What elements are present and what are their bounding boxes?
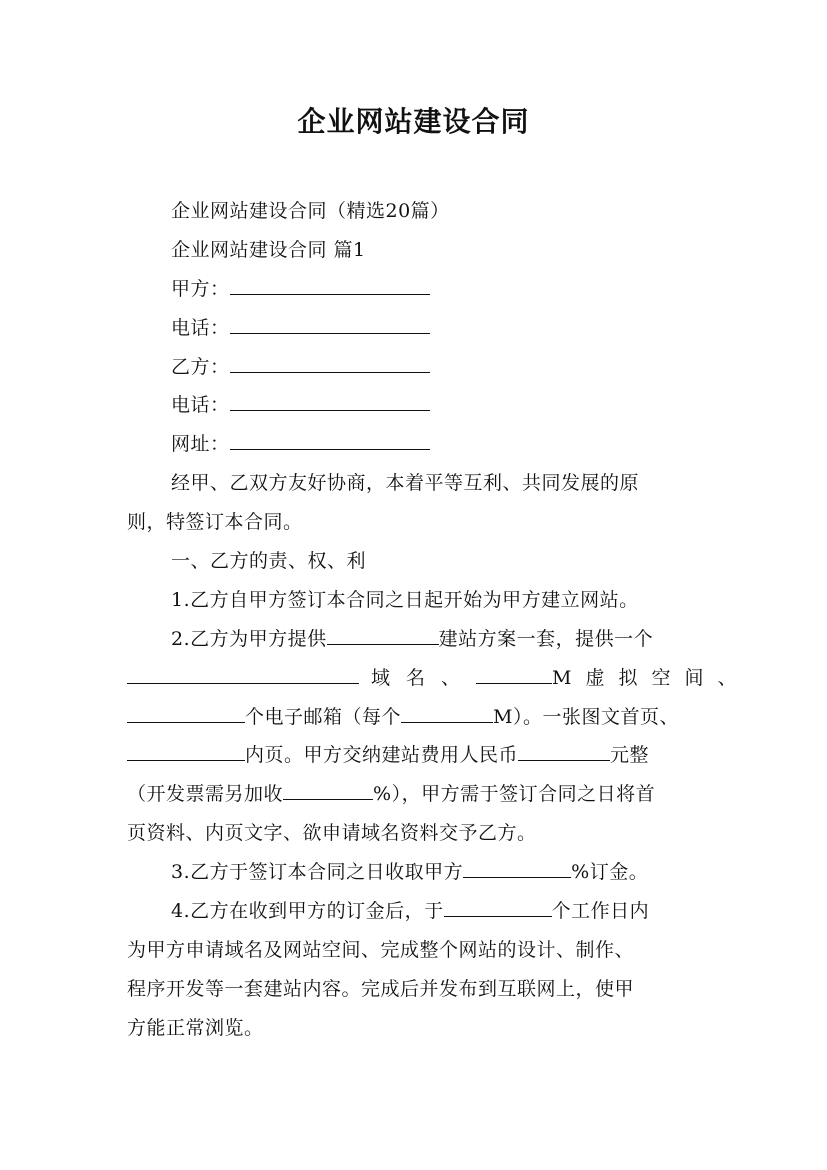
item-3-text-b: %订金。: [571, 861, 649, 884]
item-1-text: 1.乙方自甲方签订本合同之日起开始为甲方建立网站。: [171, 588, 639, 611]
item-2-text-b: 建站方案一套，提供一个: [438, 627, 654, 650]
heading-1-line: [127, 542, 713, 581]
section-heading: [127, 231, 713, 270]
space-blank: [476, 665, 552, 684]
item-1-line: [127, 581, 713, 620]
item-2-text-a: 2.乙方为甲方提供: [171, 627, 327, 650]
item-4-line-3: [127, 970, 713, 1009]
phone-a-blank: [230, 315, 430, 334]
workdays-blank: [444, 898, 552, 917]
item-4-text-a: 4.乙方在收到甲方的订金后，于: [171, 900, 444, 923]
item-2-text-d: M虚拟空间、: [552, 666, 751, 689]
email-count-blank: [127, 704, 245, 723]
phone-a-line: [127, 309, 713, 348]
website-label: 网址：: [171, 433, 230, 456]
item-3-text-a: 3.乙方于签订本合同之日收取甲方: [171, 861, 464, 884]
deposit-percent-blank: [463, 859, 571, 878]
item-2-text-f: M）。一张图文首页、: [493, 705, 679, 728]
item-2-line-1: [127, 620, 713, 659]
item-2-text-e: 个电子邮箱（每个: [245, 705, 402, 728]
section-heading-text: 企业网站建设合同 篇1: [171, 238, 366, 261]
email-size-blank: [401, 704, 493, 723]
item-2-text-k: 页资料、内页文字、欲申请域名资料交予乙方。: [127, 822, 537, 845]
domain-blank: [127, 665, 359, 684]
phone-b-blank: [230, 392, 430, 411]
party-a-blank: [230, 276, 430, 295]
scheme-blank: [327, 626, 439, 645]
phone-b-label: 电话：: [171, 394, 230, 417]
item-4-line-1: [127, 892, 713, 931]
item-2-text-g: 内页。甲方交纳建站费用人民币: [245, 744, 519, 767]
website-blank: [230, 431, 430, 450]
item-2-line-2: [127, 659, 751, 698]
party-b-blank: [230, 354, 430, 373]
item-4-text-b: 个工作日内: [551, 900, 650, 923]
item-4-text-c: 为甲方申请域名及网站空间、完成整个网站的设计、制作、: [127, 938, 635, 961]
item-4-line-4: [127, 1009, 713, 1048]
item-2-text-c: 域名、: [371, 666, 477, 689]
party-a-line: [127, 270, 713, 309]
intro-text-2: 则，特签订本合同。: [127, 511, 303, 534]
item-4-line-2: [127, 931, 713, 970]
party-a-label: 甲方：: [171, 277, 230, 300]
inner-pages-blank: [127, 742, 245, 761]
item-2-line-6: [127, 814, 713, 853]
subtitle-text: 企业网站建设合同（精选20篇）: [171, 200, 450, 222]
phone-a-label: 电话：: [171, 316, 230, 339]
item-2-text-j: %），甲方需于签订合同之日将首: [373, 783, 656, 806]
party-b-label: 乙方：: [171, 355, 230, 378]
invoice-percent-blank: [283, 781, 373, 800]
item-3-line: [127, 853, 713, 892]
intro-text-1: 经甲、乙双方友好协商，本着平等互利、共同发展的原: [171, 472, 640, 495]
heading-1-text: 一、乙方的责、权、利: [171, 550, 367, 573]
document-title: 企业网站建设合同: [297, 105, 530, 138]
phone-b-line: [127, 386, 713, 425]
subtitle-line: [127, 192, 713, 231]
item-4-text-e: 方能正常浏览。: [127, 1016, 264, 1039]
fee-blank: [518, 742, 610, 761]
intro-line-2: [127, 503, 713, 542]
intro-line-1: [127, 464, 713, 503]
item-2-line-3: [127, 698, 713, 737]
item-2-text-i: （开发票需另加收: [127, 783, 284, 806]
item-2-line-4: [127, 736, 713, 775]
party-b-line: [127, 348, 713, 387]
document-body: [127, 192, 751, 1048]
website-line: [127, 425, 713, 464]
item-2-text-h: 元整: [610, 744, 650, 767]
item-2-line-5: [127, 775, 713, 814]
item-4-text-d: 程序开发等一套建站内容。完成后并发布到互联网上，使甲: [127, 977, 635, 1000]
